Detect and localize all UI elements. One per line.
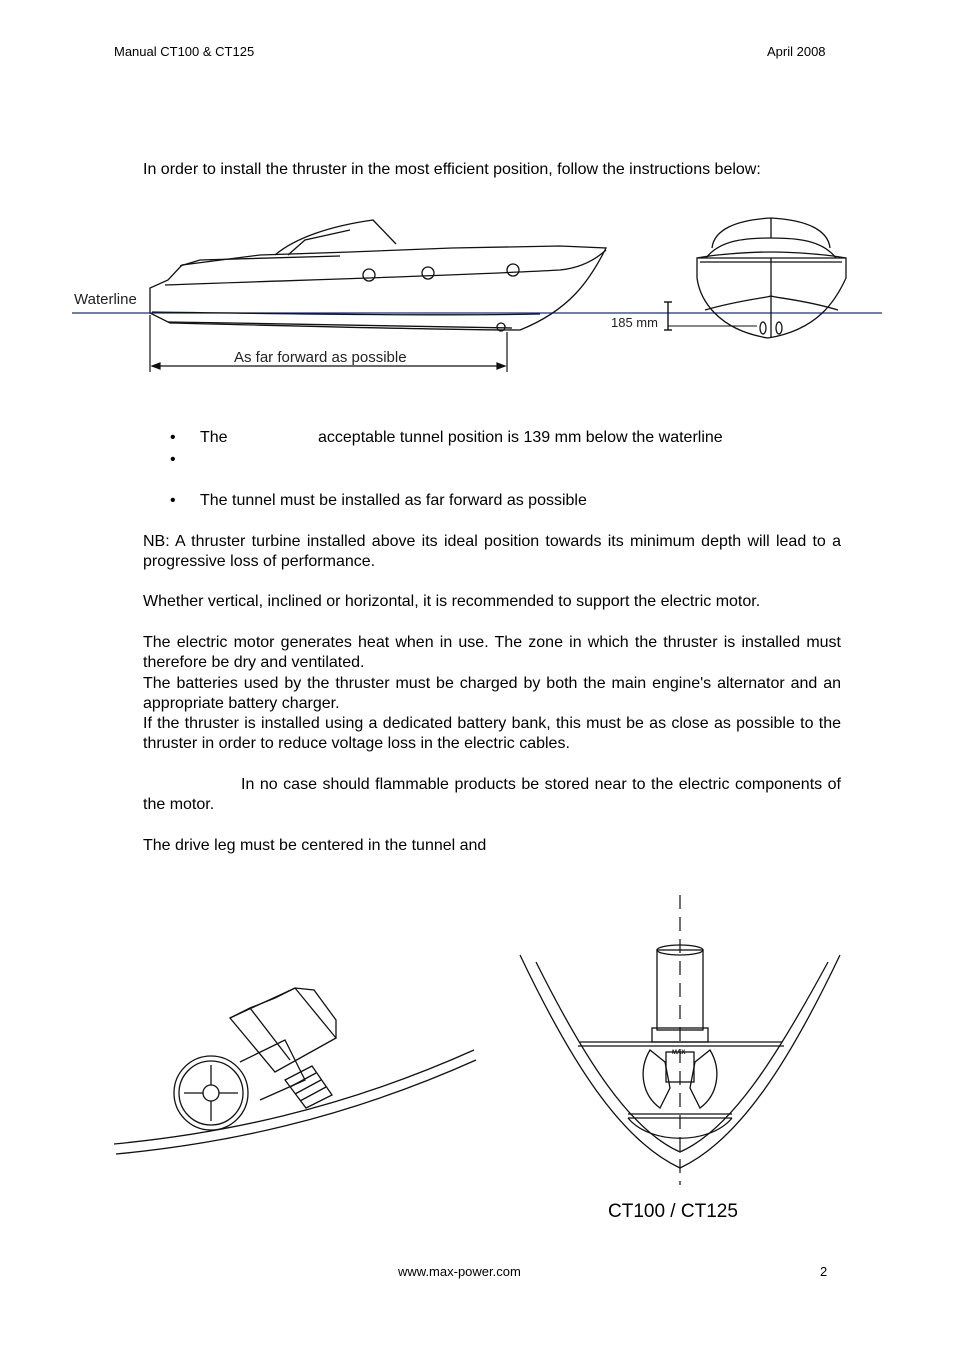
bullet-icon: • <box>170 492 176 509</box>
bullet-text: The tunnel must be installed as far forward as possible <box>200 492 587 509</box>
waterline-label: Waterline <box>74 291 137 308</box>
max-badge: MAX <box>672 1050 686 1056</box>
depth-label: 185 mm <box>611 315 658 330</box>
boat-position-figure <box>0 200 954 390</box>
heat-paragraph: The electric motor generates heat when in use. The zone in which the thruster is installed must therefore be dry and ventilated. <box>143 634 841 671</box>
batteries-paragraph: The batteries used by the thruster must be charged by both the main engine's alternator and an appropriate battery charger. <box>143 675 841 712</box>
footer-url: www.max-power.com <box>398 1264 521 1279</box>
bullet-icon: • <box>170 451 176 468</box>
dedicated-bank-paragraph: If the thruster is installed using a dedicated battery bank, this must be as close as possible to the thruster in order to reduce voltage loss in the electric cables. <box>143 715 841 752</box>
header-right: April 2008 <box>767 44 826 59</box>
intro-text: In order to install the thruster in the most efficient position, follow the instructions below: <box>143 161 761 178</box>
forward-label: As far forward as possible <box>234 349 407 366</box>
drive-leg-paragraph: The drive leg must be centered in the tunnel and <box>143 837 487 854</box>
thruster-inclined-figure <box>100 970 490 1170</box>
header-left: Manual CT100 & CT125 <box>114 44 255 59</box>
model-label: CT100 / CT125 <box>608 1201 738 1222</box>
nb-paragraph: NB: A thruster turbine installed above its ideal position towards its minimum depth will lead to a progressive loss of performance. <box>143 533 841 570</box>
bullet-icon: • <box>170 429 176 446</box>
flammable-paragraph: In no case should flammable products be stored near to the electric components of the motor. <box>143 776 841 813</box>
page-number: 2 <box>820 1264 828 1279</box>
tunnel-section-figure <box>510 890 850 1190</box>
depth-dimension <box>664 302 757 330</box>
bullet-word: The <box>200 429 228 446</box>
boat-side-view <box>150 220 606 331</box>
bullet-text: acceptable tunnel position is 139 mm below the waterline <box>318 429 723 446</box>
boat-front-view <box>697 218 846 338</box>
support-paragraph: Whether vertical, inclined or horizontal, it is recommended to support the electric motor. <box>143 593 761 610</box>
